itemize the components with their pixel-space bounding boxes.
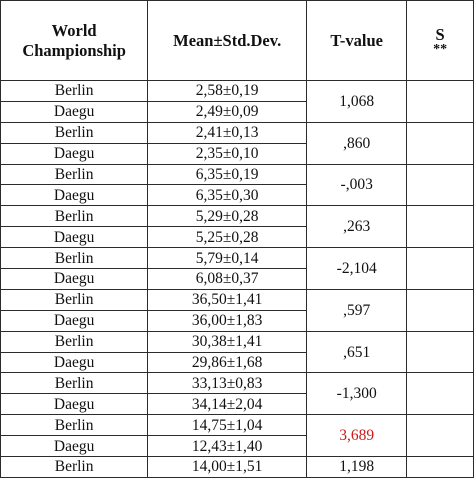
significance-cell bbox=[407, 164, 474, 206]
mean-std-cell: 6,35±0,19 bbox=[148, 164, 307, 185]
championship-city-cell: Daegu bbox=[1, 269, 148, 290]
significance-cell bbox=[407, 122, 474, 164]
championship-city-cell: Daegu bbox=[1, 227, 148, 248]
table-row bbox=[1, 248, 474, 269]
significance-cell bbox=[407, 331, 474, 373]
mean-std-cell: 5,25±0,28 bbox=[148, 227, 307, 248]
championship-city-cell: Berlin bbox=[1, 457, 148, 478]
header-significance bbox=[407, 1, 474, 81]
t-value-cell: ,263 bbox=[307, 206, 407, 248]
championship-city-cell: Berlin bbox=[1, 248, 148, 269]
championship-city-cell: Daegu bbox=[1, 352, 148, 373]
significance-cell bbox=[407, 415, 474, 457]
table-body bbox=[1, 81, 474, 478]
mean-std-cell: 36,00±1,83 bbox=[148, 310, 307, 331]
header-world-championship: World Championship bbox=[1, 1, 148, 81]
significance-cell bbox=[407, 289, 474, 331]
significance-cell bbox=[407, 206, 474, 248]
mean-std-cell: 2,58±0,19 bbox=[148, 81, 307, 102]
table-row bbox=[1, 164, 474, 185]
t-value-cell: -2,104 bbox=[307, 248, 407, 290]
mean-std-cell: 30,38±1,41 bbox=[148, 331, 307, 352]
header-significance-stars: ** bbox=[433, 41, 448, 57]
t-value-cell: -,003 bbox=[307, 164, 407, 206]
championship-city-cell: Berlin bbox=[1, 373, 148, 394]
significance-cell bbox=[407, 81, 474, 123]
championship-city-cell: Berlin bbox=[1, 289, 148, 310]
mean-std-cell: 29,86±1,68 bbox=[148, 352, 307, 373]
significance-cell bbox=[407, 248, 474, 290]
table-row bbox=[1, 206, 474, 227]
t-value-cell: ,860 bbox=[307, 122, 407, 164]
mean-std-cell: 14,00±1,51 bbox=[148, 457, 307, 478]
championship-city-cell: Daegu bbox=[1, 185, 148, 206]
mean-std-cell: 6,35±0,30 bbox=[148, 185, 307, 206]
table-row bbox=[1, 122, 474, 143]
table-row bbox=[1, 81, 474, 102]
header-t-value: T-value bbox=[307, 1, 407, 81]
championship-city-cell: Berlin bbox=[1, 415, 148, 436]
mean-std-cell: 5,29±0,28 bbox=[148, 206, 307, 227]
championship-city-cell: Daegu bbox=[1, 101, 148, 122]
mean-std-cell: 12,43±1,40 bbox=[148, 436, 307, 457]
significance-cell bbox=[407, 457, 474, 478]
championship-city-cell: Daegu bbox=[1, 310, 148, 331]
mean-std-cell: 2,35±0,10 bbox=[148, 143, 307, 164]
t-value-cell: ,651 bbox=[307, 331, 407, 373]
championship-city-cell: Berlin bbox=[1, 164, 148, 185]
championship-city-cell: Daegu bbox=[1, 436, 148, 457]
table-row bbox=[1, 289, 474, 310]
t-value-cell: 1,198 bbox=[307, 457, 407, 478]
t-value-cell: ,597 bbox=[307, 289, 407, 331]
header-significance-label: S bbox=[435, 24, 445, 44]
championship-city-cell: Berlin bbox=[1, 331, 148, 352]
table-row bbox=[1, 373, 474, 394]
championship-city-cell: Berlin bbox=[1, 122, 148, 143]
mean-std-cell: 14,75±1,04 bbox=[148, 415, 307, 436]
table-row bbox=[1, 415, 474, 436]
mean-std-cell: 36,50±1,41 bbox=[148, 289, 307, 310]
mean-std-cell: 34,14±2,04 bbox=[148, 394, 307, 415]
championship-city-cell: Daegu bbox=[1, 143, 148, 164]
table-row bbox=[1, 331, 474, 352]
table-row bbox=[1, 457, 474, 478]
championship-city-cell: Daegu bbox=[1, 394, 148, 415]
t-value-cell: 1,068 bbox=[307, 81, 407, 123]
championship-city-cell: Berlin bbox=[1, 81, 148, 102]
mean-std-cell: 33,13±0,83 bbox=[148, 373, 307, 394]
header-row bbox=[1, 1, 474, 81]
t-value-cell: 3,689 bbox=[307, 415, 407, 457]
championship-city-cell: Berlin bbox=[1, 206, 148, 227]
t-value-cell: -1,300 bbox=[307, 373, 407, 415]
mean-std-cell: 2,49±0,09 bbox=[148, 101, 307, 122]
mean-std-cell: 2,41±0,13 bbox=[148, 122, 307, 143]
significance-cell bbox=[407, 373, 474, 415]
mean-std-cell: 5,79±0,14 bbox=[148, 248, 307, 269]
mean-std-cell: 6,08±0,37 bbox=[148, 269, 307, 290]
header-mean-std: Mean±Std.Dev. bbox=[148, 1, 307, 81]
